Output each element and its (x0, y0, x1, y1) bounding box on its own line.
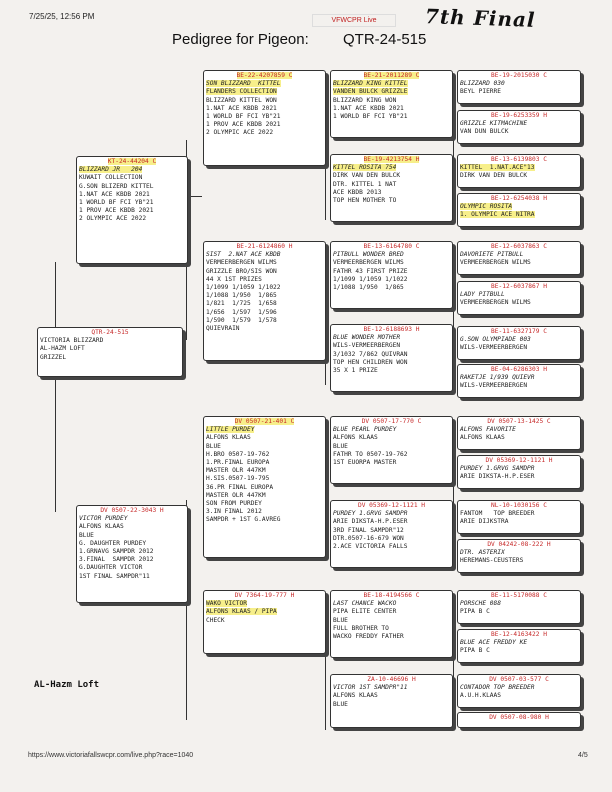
subject-line: VICTORIA BLIZZARD (40, 337, 104, 345)
ancestor-card[interactable] (457, 364, 581, 398)
line: PIPA B C (460, 608, 490, 616)
sire-line: 1.NAT ACE KBDB 2021 (79, 190, 150, 198)
grandparent-ring: DV 0507-21-401 C (234, 418, 295, 425)
grandparent-line: SAMPDR + 1ST G.AVREG (206, 516, 281, 524)
great-grandparent-card[interactable] (330, 590, 453, 658)
dam-line: 3.FINAL SAMPDR 2012 (79, 556, 154, 564)
dam-name: VICTOR PURDEY (79, 515, 128, 523)
ancestor-card[interactable] (457, 241, 581, 275)
name: LAST CHANCE WACKO (333, 600, 397, 608)
ancestor-card[interactable] (457, 154, 581, 188)
dam-line: ALFONS KLAAS (79, 523, 124, 531)
dam-ring: DV 0507-22-3043 H (100, 507, 164, 514)
line: ARIE DIKSTA-H.P.ESER (333, 518, 408, 526)
ring: BE-12-6188693 H (363, 326, 420, 333)
ancestor-card[interactable] (457, 629, 581, 663)
line: A.U.H.KLAAS (460, 692, 501, 700)
ring: BE-12-6037863 C (491, 243, 547, 250)
ring: BE-18-4194566 C (363, 592, 420, 599)
name: PITBULL WONDER BRED (333, 251, 404, 259)
dam-card[interactable] (76, 505, 188, 603)
line: BLUE (333, 616, 348, 624)
print-date: 7/25/25, 12:56 PM (29, 12, 95, 21)
ancestor-card[interactable] (457, 712, 581, 728)
grandparent-line: 1/656 1/597 1/596 (206, 308, 277, 316)
sire-name: BLIZZARD JR 204 (79, 166, 143, 174)
name: PURDEY 1.GRVG SAMDPR (333, 510, 408, 518)
grandparent-line: SON FROM PURDEY (206, 500, 262, 508)
name: OLYMPIC ROSITA (460, 203, 513, 211)
ring: DV 05369-12-1121 H (357, 502, 426, 509)
line: VERMEERBERGEN WILMS (333, 259, 404, 267)
line: VERMEERBERGEN WILMS (460, 259, 531, 267)
sire-line: KUWAIT COLLECTION (79, 174, 143, 182)
grandparent-line: 2 OLYMPIC ACE 2022 (206, 129, 274, 137)
grandparent-line: 1 WORLD BF FCI YB"21 (206, 113, 281, 121)
subject-card[interactable] (37, 327, 183, 377)
line: 1/1099 1/1059 1/1022 (333, 275, 408, 283)
name: KITTEL 1.NAT.ACE"13 (460, 164, 535, 172)
granddam-maternal-card[interactable] (203, 590, 326, 654)
name: DAVORIETE PITBULL (460, 251, 524, 259)
dam-line: BLUE (79, 531, 94, 539)
ancestor-card[interactable] (457, 416, 581, 450)
grandparent-line: ALFONS KLAAS / PIPA (206, 608, 277, 616)
ring: DV 05369-12-1121 H (485, 457, 553, 464)
line: FATHR 43 FIRST PRIZE (333, 267, 408, 275)
ancestor-card[interactable] (457, 281, 581, 315)
connector-gg-v1 (453, 90, 454, 185)
sire-card[interactable] (76, 156, 188, 264)
ring: BE-19-2015030 C (491, 72, 547, 79)
line: ALFONS KLAAS (460, 434, 505, 442)
grandsire-maternal-card[interactable] (203, 416, 326, 558)
page-title-pigeon-id: QTR-24-515 (343, 31, 427, 48)
connector-sire-ss (186, 196, 202, 197)
line: DTR.0507-16-679 WON (333, 534, 404, 542)
line: FATHR TO 0507-19-762 (333, 450, 408, 458)
line: VERMEERBERGEN WILMS (460, 299, 531, 307)
grandparent-line: FLANDERS COLLECTION (206, 88, 277, 96)
grandparent-line: 36.PR FINAL EUROPA (206, 483, 274, 491)
ring: DV 0507-03-577 C (489, 676, 549, 683)
ancestor-card[interactable] (457, 455, 581, 489)
ring: DV 0507-08-980 H (489, 714, 549, 721)
line: DIRK VAN DEN BULCK (460, 172, 528, 180)
line: 35 X 1 PRIZE (333, 367, 378, 375)
name: VICTOR 1ST SAMDPR"11 (333, 684, 408, 692)
page-title: Pedigree for Pigeon: (172, 31, 309, 48)
ring: BE-19-4213754 H (363, 156, 420, 163)
connector-gg-v4 (453, 600, 454, 720)
line: 2.ACE VICTORIA FALLS (333, 543, 408, 551)
grandparent-line: 1/1099 1/1059 1/1022 (206, 284, 281, 292)
dam-line: G. DAUGHTER PURDEY (79, 539, 147, 547)
line: ACE KBDB 2013 (333, 188, 382, 196)
line: DIRK VAN DEN BULCK (333, 172, 401, 180)
grandparent-ring: DV 7364-19-777 H (234, 592, 295, 599)
grandparent-line: H.SIS.0507-19-795 (206, 475, 270, 483)
grandparent-line: MASTER OLR 447KM (206, 467, 266, 475)
ring: ZA-10-46696 H (367, 676, 416, 683)
grandparent-ring: BE-21-6124860 H (236, 243, 293, 250)
line: 1. OLYMPIC ACE NITRA (460, 211, 535, 219)
ring: BE-13-6139803 C (491, 156, 547, 163)
grandparent-line: VERMEERBERGEN WILMS (206, 259, 277, 267)
name: BLIZZARD 030 (460, 80, 505, 88)
great-grandparent-card[interactable] (330, 500, 453, 568)
grandparent-line: H.BRO 0507-19-762 (206, 450, 270, 458)
line: PIPA ELITE CENTER (333, 608, 397, 616)
grandparent-name: SIST 2.NAT ACE KBDB (206, 251, 281, 259)
line: ARIE DIJKSTRA (460, 518, 509, 526)
ancestor-card[interactable] (457, 193, 581, 227)
name: FANTOM TOP BREEDER (460, 510, 535, 518)
line: 3/1032 7/862 QUIVRAN (333, 350, 408, 358)
grandparent-line: 1.PR.FINAL EUROPA (206, 459, 270, 467)
line: VANDEN BULCK GRIZZLE (333, 88, 408, 96)
ring: BE-12-6037867 H (491, 283, 547, 290)
grandparent-line: CHECK (206, 616, 225, 624)
subject-line: AL-HAZM LOFT (40, 345, 85, 353)
ring: DV 0507-13-1425 C (487, 418, 551, 425)
footer-page-number: 4/5 (578, 752, 588, 759)
ring: DV 04242-08-222 H (487, 541, 551, 548)
dam-line: 1.GRNAVG SAMPDR 2012 (79, 548, 154, 556)
grandsire-paternal-card[interactable] (203, 70, 326, 166)
line: VAN DUN BULCK (460, 128, 509, 136)
footer-loft-name: AL-Hazm Loft (34, 680, 100, 690)
grandparent-line: MASTER OLR 447KM (206, 491, 266, 499)
connector-subject-dam (55, 375, 56, 512)
line: BLUE (333, 442, 348, 450)
granddam-paternal-card[interactable] (203, 241, 326, 361)
sire-line: 2 OLYMPIC ACE 2022 (79, 215, 147, 223)
name: ALFONS FAVORITE (460, 426, 516, 434)
line: 1ST EUORPA MASTER (333, 459, 397, 467)
line: BEYL PIERRE (460, 88, 501, 96)
line: TOP HEN CHILDREN WON (333, 358, 408, 366)
ancestor-card[interactable] (457, 674, 581, 708)
grandparent-line: 1 PROV ACE KBDB 2021 (206, 121, 281, 129)
subject-line: GRIZZEL (40, 353, 67, 361)
name: CONTADOR TOP BREEDER (460, 684, 535, 692)
connector-gg-v3 (453, 420, 454, 515)
line: WILS-VERMEERBERGEN (460, 344, 528, 352)
ancestor-card[interactable] (457, 326, 581, 360)
line: ARIE DIKSTA-H.P.ESER (460, 473, 535, 481)
grandparent-line: 3.IN FINAL 2012 (206, 508, 262, 516)
grandparent-line: GRIZZLE BRO/SIS WON (206, 267, 277, 275)
line: 1.NAT ACE KBDB 2021 (333, 104, 404, 112)
ring: BE-13-6164780 C (363, 243, 420, 250)
ring: BE-11-6327179 C (491, 328, 547, 335)
grandparent-line: 1/1088 1/950 1/865 (206, 292, 277, 300)
great-grandparent-card[interactable] (330, 416, 453, 484)
grandparent-name: SON BLIZZARD KITTEL (206, 80, 281, 88)
great-grandparent-card[interactable] (330, 154, 453, 222)
line: ALFONS KLAAS (333, 434, 378, 442)
name: G.SON OLYMPIADE 003 (460, 336, 531, 344)
line: WILS-VERMEERBERGEN (460, 382, 528, 390)
great-grandparent-card[interactable] (330, 241, 453, 309)
ring: BE-12-4163422 H (491, 631, 547, 638)
great-grandparent-card[interactable] (330, 70, 453, 138)
name: RAKETJE 1/939 QUIEVR (460, 374, 535, 382)
ring: BE-04-6286303 H (491, 366, 547, 373)
ring: BE-12-6254038 H (491, 195, 547, 202)
ring: BE-11-5170088 C (491, 592, 547, 599)
name: BLIZZARD KING KITTEL (333, 80, 408, 88)
grandparent-line: 44 X 1ST PRIZES (206, 275, 262, 283)
ancestor-card[interactable] (457, 500, 581, 534)
name: PURDEY 1.GRVG SAMDPR (460, 465, 535, 473)
grandparent-line: BLUE (206, 442, 221, 450)
name: DTR. ASTERIX (460, 549, 505, 557)
line: 3RD FINAL SAMPDR"12 (333, 526, 404, 534)
sire-line: 1 WORLD BF FCI YB"21 (79, 199, 154, 207)
footer-url[interactable]: https://www.victoriafallswcpr.com/live.php?race=1040 (28, 752, 194, 759)
name: BLUE PEARL PURDEY (333, 426, 397, 434)
ring: DV 0507-17-770 C (361, 418, 422, 425)
handwritten-note: 7th Final (424, 4, 536, 32)
subject-ring: QTR-24-515 (91, 329, 129, 336)
sire-line: 1 PROV ACE KBDB 2021 (79, 207, 154, 215)
grandparent-name: LITTLE PURDEY (206, 426, 255, 434)
ancestor-card[interactable] (457, 539, 581, 573)
grandparent-line: ALFONS KLAAS (206, 434, 251, 442)
sire-line: G.SON BLIZERD KITTEL (79, 182, 154, 190)
dam-line: 1ST FINAL SAMPDR"11 (79, 572, 150, 580)
dam-line: G.DAUGHTER VICTOR (79, 564, 143, 572)
great-grandparent-card[interactable] (330, 324, 453, 392)
ancestor-card[interactable] (457, 590, 581, 624)
ancestor-card[interactable] (457, 110, 581, 144)
ring: BE-19-6253359 H (491, 112, 547, 119)
live-badge: VFWCPR Live (312, 14, 396, 27)
name: LADY PITBULL (460, 291, 505, 299)
grandparent-line: 1/821 1/725 1/658 (206, 300, 277, 308)
ring: BE-21-2011289 C (363, 72, 420, 79)
name: BLUE WONDER MOTHER (333, 334, 401, 342)
great-grandparent-card[interactable] (330, 674, 453, 728)
grandparent-line: BLIZZARD KITTEL WON (206, 96, 277, 104)
grandparent-line: QUIEVRAIN (206, 325, 240, 333)
line: WACKO FREDDY FATHER (333, 633, 404, 641)
grandparent-name: WAKO VICTOR (206, 600, 247, 608)
connector-subject-sire (55, 262, 56, 328)
grandparent-line: 1/590 1/579 1/578 (206, 316, 277, 324)
line: FULL BROTHER TO (333, 624, 389, 632)
line: ALFONS KLAAS (333, 692, 378, 700)
name: BLUE ACE FREDDY KE (460, 639, 528, 647)
line: PIPA B C (460, 647, 490, 655)
line: DTR. KITTEL 1 NAT (333, 180, 397, 188)
line: BLUE (333, 700, 348, 708)
ring: NL-10-1030156 C (491, 502, 547, 509)
name: GRIZZLE KITMACHINE (460, 120, 528, 128)
connector-gg-v2 (453, 255, 454, 345)
line: TOP HEN MOTHER TO (333, 197, 397, 205)
name: KITTEL ROSITA 754 (333, 164, 397, 172)
grandparent-line: 1.NAT ACE KBDB 2021 (206, 104, 277, 112)
name: PORSCHE 088 (460, 600, 501, 608)
line: 1/1088 1/950 1/865 (333, 284, 404, 292)
line: HEREMANS-CEUSTERS (460, 557, 524, 565)
grandparent-ring: BE-22-4207859 C (236, 72, 293, 79)
ancestor-card[interactable] (457, 70, 581, 104)
sire-ring: KT-24-44204 C (107, 158, 157, 165)
line: WILS-VERMEERBERGEN (333, 342, 401, 350)
line: BLIZZARD KING WON (333, 96, 397, 104)
line: 1 WORLD BF FCI YB"21 (333, 113, 408, 121)
